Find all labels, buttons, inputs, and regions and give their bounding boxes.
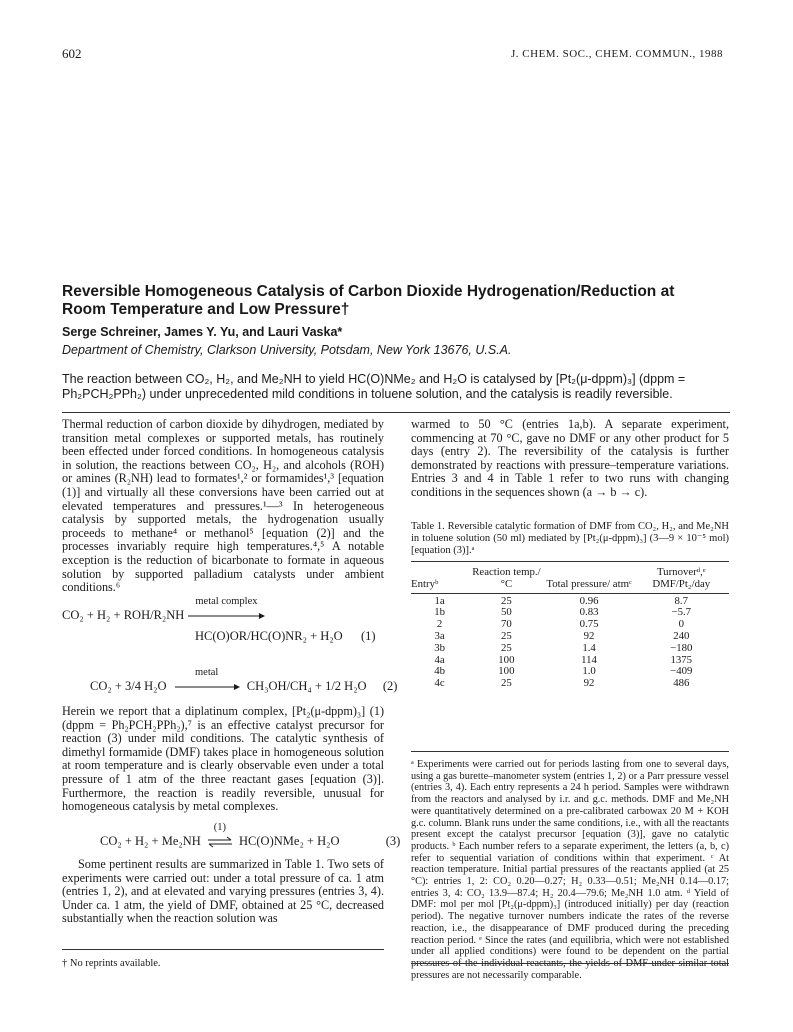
table-cell: 114 — [581, 653, 597, 666]
title-line-2: Room Temperature and Low Pressure† — [62, 301, 350, 318]
body-paragraph-4: warmed to 50 °C (entries 1a,b). A separate experiment, commencing at 70 °C, gave no DMF or any other product for 5 days (entry 2). The reversibility of the catalysis is further demonstrated by reactions with pressure–temperature variations. Entries 3 and 4 in Table 1 refer to two runs with changing conditions in the sequences shown (a → b → c). — [411, 417, 729, 499]
table-row — [411, 631, 729, 643]
table-cell: 100 — [498, 653, 515, 666]
affiliation: Department of Chemistry, Clarkson University, Potsdam, New York 13676, U.S.A. — [62, 343, 512, 357]
table-cell: 1375 — [670, 653, 693, 666]
equation-3 — [100, 822, 401, 849]
eq1-number: (1) — [360, 629, 376, 643]
table-cell: 486 — [673, 677, 690, 690]
page-number: 602 — [62, 46, 82, 61]
table-cell: 92 — [583, 629, 595, 642]
table-cell: 0 — [678, 618, 684, 631]
table-top-rule — [411, 561, 729, 562]
body-paragraph-2: Herein we report that a diplatinum complex, [Pt₂(μ-dppm)₃] (1) (dppm = Ph₂PCH₂PPh₂),⁷ is an effective catalyst precursor for reaction (3) under mild conditions. The catalytic synthesis of dimethyl formamide (DMF) takes place in homogeneous solution at room temperature and is clearly observable even under a total pressure of 1 atm of the three reactant gases [equation (3)]. Furthermore, the reaction is readily reversible, unusual for homogeneous catalysis by metal complexes. — [62, 704, 384, 814]
eq2-right: CH₃OH/CH₄ + 1/2 H₂O — [246, 679, 367, 693]
right-arrow-icon — [187, 611, 265, 621]
table-cell: 0.96 — [579, 594, 599, 607]
table-cell: 1a — [434, 594, 445, 607]
table-cell: −180 — [670, 641, 693, 654]
equation-2 — [90, 667, 398, 694]
table-caption: Table 1. Reversible catalytic formation of DMF from CO₂, H₂, and Me₂NH in toluene solution (50 ml) mediated by [Pt₂(μ-dppm)₃] (3—9 × 10⁻⁵ mol) [equation (3)].ᵃ — [411, 521, 729, 556]
table-footnote-end-rule — [411, 963, 729, 964]
table-cell: 4c — [434, 677, 445, 690]
table-cell: 25 — [500, 629, 512, 642]
table-row — [411, 678, 729, 690]
equilibrium-arrow-icon — [207, 836, 233, 848]
table-cell: −5.7 — [671, 606, 692, 619]
data-table — [411, 567, 729, 690]
eq3-right: HC(O)NMe₂ + H₂O — [239, 834, 340, 848]
equation-1 — [62, 596, 265, 623]
table-cell: 92 — [583, 677, 595, 690]
eq2-arrow — [174, 667, 240, 694]
column-header: Reaction temp./°C — [472, 566, 541, 590]
table-cell: 3a — [434, 629, 445, 642]
eq3-arrow-label: (1) — [213, 822, 227, 833]
column-header: Entryᵇ — [411, 577, 439, 590]
column-header: Total pressure/ atmᶜ — [546, 577, 632, 590]
table-cell: 70 — [500, 618, 512, 631]
column-header: Turnoverᵈ,ᵉ DMF/Pt₂/day — [652, 566, 711, 590]
table-cell: 0.83 — [579, 606, 599, 619]
eq3-number: (3) — [385, 834, 401, 848]
abstract-line-1: The reaction between CO₂, H₂, and Me₂NH to yield HC(O)NMe₂ and H₂O is catalysed by [Pt₂(μ-dppm)₃] (dppm = — [62, 372, 686, 386]
eq2-left: CO₂ + 3/4 H₂O — [90, 679, 167, 693]
table-cell: 1b — [434, 606, 446, 619]
eq3-arrow — [207, 822, 233, 849]
eq1-right: HC(O)OR/HC(O)NR₂ + H₂O — [195, 629, 343, 643]
table-footnotes: ᵃ Experiments were carried out for periods lasting from one to several days, using a gas burette–manometer system (entries 1, 2) or a Parr pressure vessel (entries 3, 4). Each entry represents a 24 h period. Samples were withdrawn from the reactors and analysed by i.r. and g.c. methods. DMF and Me₂NH were quantitatively determined on a pre-calibrated carbowax 20 M + KOH g.c. column. Blank runs under the same conditions, i.e., with all the reactants present except the catalyst precursor [equation (3)], gave no catalytic products. ᵇ Each number refers to a separate experiment, the letters (a, b, c) refer to sequential variation of conditions within that experiment. ᶜ At reaction temperature. Initial partial pressures of the reactants applied (at 25 °C): entries 1, 2: CO₂ 0.20—0.27; H₂ 0.33—0.51; Me₂NH 0.14—0.17; entries 3, 4: CO₂ 13.9—87.4; H₂ 20.4—79.6; Me₂NH 1.0 atm. ᵈ Yield of DMF: mol per mol [Pt₂(μ-dppm)₃] (introduced initially) per day (reaction period). The negative turnover numbers indicate the rates of the reverse reaction, i.e., the disappearance of DMF produced during the preceding reaction period. ᵉ Since the rates (and equilibria, which were not established under all applied conditions) were found to be dependent on the partial pressures are not necessarily comparable. — [411, 759, 729, 981]
table-bottom-rule — [411, 751, 729, 752]
footnote-reprints: † No reprints available. — [62, 958, 161, 969]
table-cell: 4b — [434, 665, 446, 678]
article-title — [62, 283, 742, 319]
table-cell: 50 — [500, 606, 512, 619]
eq1-arrow-label: metal complex — [195, 596, 258, 607]
table-header-row — [411, 567, 729, 591]
table-cell: 8.7 — [674, 594, 689, 607]
body-paragraph-1: Thermal reduction of carbon dioxide by dihydrogen, mediated by transition metal complexes or supported metals, has routinely been effected under forced conditions. In homogeneous catalysis in solution, the reactions between CO₂, H₂, and alcohols (ROH) or amines (R₂NH) lead to formates¹,² or formamides¹,³ [equation (1)] and virtually all these conversions have been carried out at elevated temperatures and pressures.¹—³ In heterogeneous catalysis by supported metals, the hydrogenation usually proceeds to methane⁴ or methanol⁵ [equation (2)] and the processes invariably require high temperatures.⁴,⁵ A notable exception is the reduction of bicarbonate to formate in aqueous solution by supported palladium catalysts under ambient conditions.⁶ — [62, 417, 384, 595]
table-cell: 240 — [673, 629, 690, 642]
table-cell: 25 — [500, 641, 512, 654]
table-cell: −409 — [670, 665, 693, 678]
abstract-line-2: Ph₂PCH₂PPh₂) under unprecedented mild conditions in toluene solution, and the catalysis is readily reversible. — [62, 387, 673, 401]
table-cell: 2 — [436, 618, 443, 631]
table-cell: 25 — [500, 677, 512, 690]
table-cell: 0.75 — [579, 618, 599, 631]
table-cell: 1.4 — [582, 641, 596, 654]
table-cell: 1.0 — [582, 665, 596, 678]
eq2-arrow-label: metal — [195, 667, 219, 678]
eq3-left: CO₂ + H₂ + Me₂NH — [100, 834, 201, 848]
eq1-left: CO₂ + H₂ + ROH/R₂NH — [62, 608, 185, 622]
abstract — [62, 372, 732, 402]
body-paragraph-3: Some pertinent results are summarized in Table 1. Two sets of experiments were carried out: under a total pressure of ca. 1 atm (entries 1, 2), and at elevated and varying pressures (entries 3, 4). Under ca. 1 atm, the yield of DMF, obtained at 25 °C, decreased substantially when the reaction solution was — [62, 857, 384, 926]
table-cell: 25 — [500, 594, 512, 607]
eq1-arrow — [187, 596, 265, 623]
footnote-divider — [62, 949, 384, 950]
table-cell: 4a — [434, 653, 445, 666]
table-cell: 100 — [498, 665, 515, 678]
equation-1-product — [195, 629, 376, 644]
abstract-divider — [62, 412, 730, 413]
title-line-1: Reversible Homogeneous Catalysis of Carbon Dioxide Hydrogenation/Reduction at — [62, 283, 675, 300]
right-arrow-icon — [174, 682, 240, 692]
journal-header: J. CHEM. SOC., CHEM. COMMUN., 1988 — [511, 48, 723, 60]
table-row — [411, 643, 729, 655]
eq2-number: (2) — [382, 679, 398, 693]
table-cell: 3b — [434, 641, 446, 654]
author-list: Serge Schreiner, James Y. Yu, and Lauri Vaska* — [62, 325, 343, 339]
